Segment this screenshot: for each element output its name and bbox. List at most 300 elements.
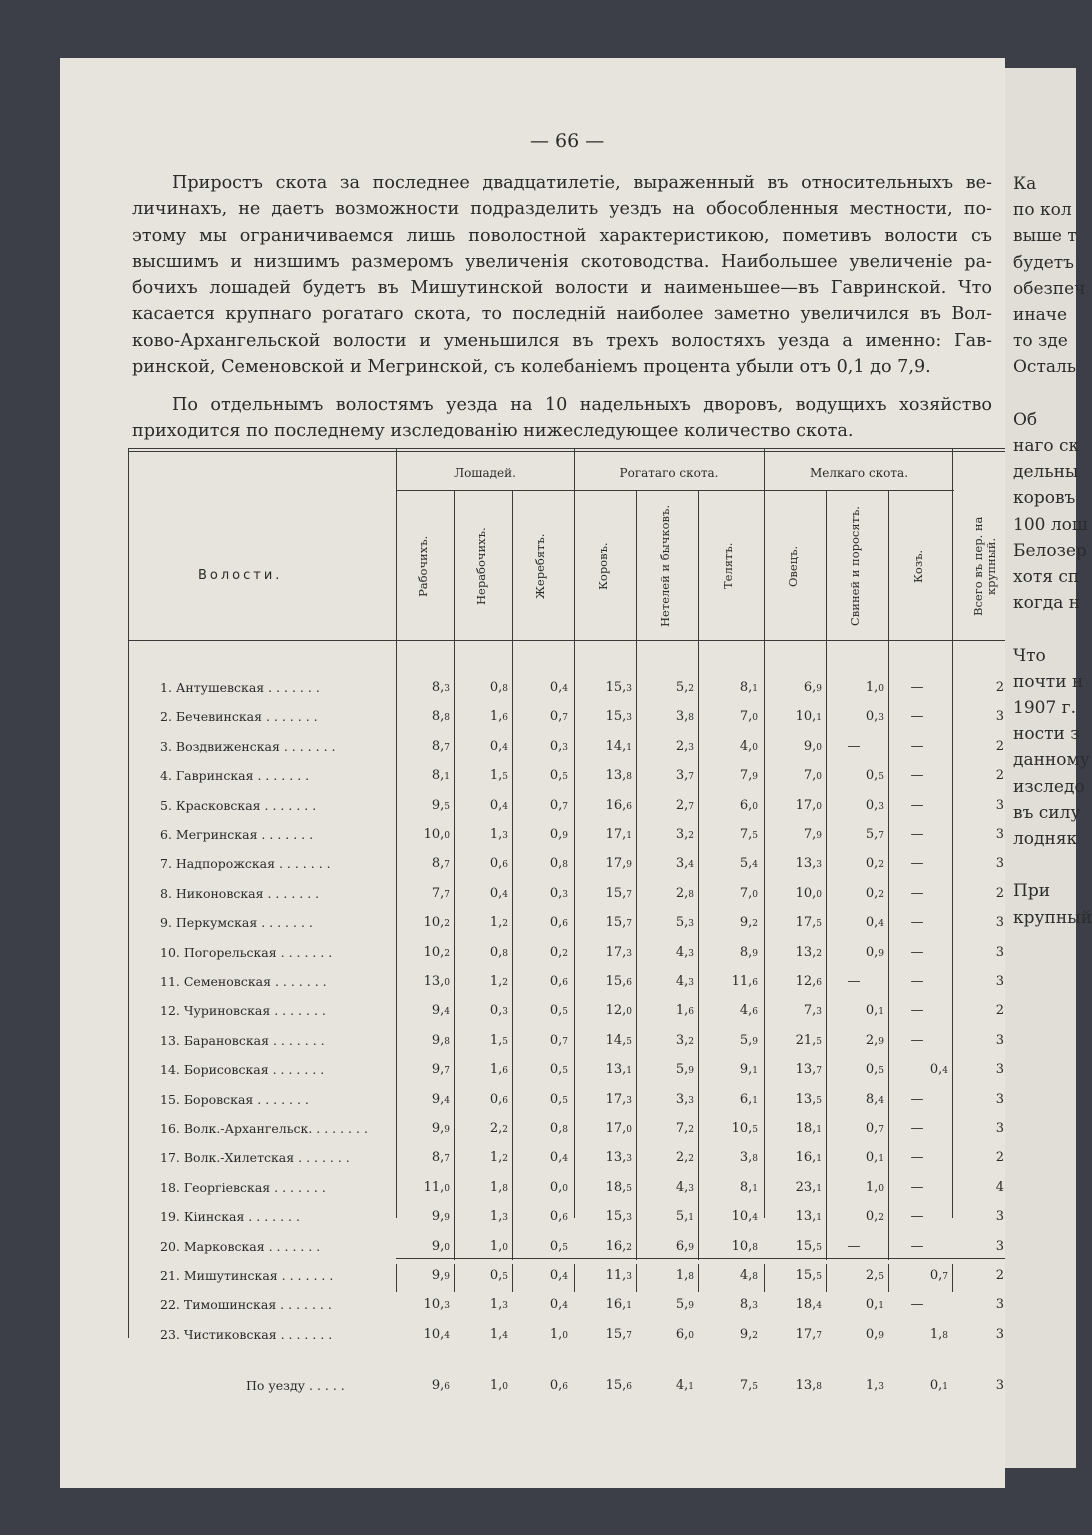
row-value: 6,1: [739, 1091, 758, 1107]
row-value: 0,6: [489, 856, 508, 872]
row-value: 9,9: [431, 1268, 450, 1283]
text-line: приходится по последнему изследованію нижеследующее количество скота.: [132, 421, 854, 442]
row-name: 23. Чистиковская . . . . . . .: [160, 1326, 333, 1342]
row-value: 0,8: [549, 856, 568, 872]
row-name: 5. Красковская . . . . . . .: [160, 797, 317, 813]
row-value: 17,3: [605, 1091, 632, 1107]
text-line: бочихъ лошадей будетъ въ Мишутинской волости и наименьшее—въ Гавринской. Что: [132, 278, 992, 299]
adjacent-text-line: 1907 г.: [1013, 698, 1076, 718]
row-value: 12,6: [795, 974, 822, 989]
row-value: 8,7: [431, 738, 450, 754]
row-value: —: [910, 1121, 924, 1136]
row-value: 14,1: [605, 738, 632, 754]
book-page: [60, 58, 1005, 1488]
row-value: 3: [995, 944, 1004, 960]
row-value: 13,3: [795, 856, 822, 872]
row-value: 2: [995, 738, 1004, 754]
adjacent-text-line: обезпеч: [1013, 278, 1086, 299]
column-header-4: Коровъ.: [596, 542, 610, 590]
row-value: 2: [995, 885, 1004, 901]
row-name: 14. Борисовская . . . . . . .: [160, 1062, 325, 1078]
total-row-value: 0,6: [549, 1378, 568, 1394]
row-value: 1,0: [865, 1179, 884, 1195]
row-value: 7,0: [739, 709, 758, 725]
row-value: 2,7: [675, 797, 694, 813]
table-top-rule: [128, 448, 1008, 449]
row-value: 1,0: [549, 1326, 568, 1342]
row-value: 1,8: [929, 1326, 948, 1342]
row-name: 22. Тимошинская . . . . . . .: [160, 1297, 332, 1313]
row-value: 5,3: [675, 915, 694, 931]
row-value: 3: [995, 709, 1004, 725]
row-value: 8,3: [739, 1297, 758, 1313]
row-value: 9,8: [431, 1032, 450, 1048]
row-value: —: [910, 885, 924, 901]
adjacent-text-line: почти н: [1013, 671, 1084, 692]
row-value: 7,2: [675, 1121, 694, 1136]
row-value: 23,1: [795, 1179, 822, 1195]
row-value: 3: [995, 1238, 1004, 1254]
row-value: 3,8: [739, 1150, 758, 1166]
row-value: 6,0: [739, 797, 758, 813]
row-value: 11,0: [423, 1179, 450, 1195]
column-divider-total: [454, 1264, 455, 1292]
row-value: 15,7: [605, 1326, 632, 1342]
column-divider: [574, 448, 575, 1218]
row-value: 9,0: [803, 738, 822, 754]
paragraph-1: [132, 170, 992, 380]
row-value: 0,1: [865, 1150, 884, 1166]
row-value: 0,7: [929, 1268, 948, 1283]
row-value: 13,3: [605, 1150, 632, 1166]
text-line: высшимъ и низшимъ размеромъ увеличенія скотоводства. Наибольшее увеличеніе ра-: [132, 251, 992, 272]
column-header-5: Нетелей и бычковъ.: [658, 505, 672, 627]
adjacent-text-line: Белозер: [1013, 540, 1087, 561]
row-value: 0,7: [549, 709, 568, 725]
text-line: По отдельнымъ волостямъ уезда на 10 надельныхъ дворовъ, водущихъ хозяйство: [172, 395, 992, 415]
row-value: 9,4: [431, 1003, 450, 1019]
row-value: 0,9: [549, 827, 568, 842]
row-value: 8,3: [431, 680, 450, 695]
row-value: 14,5: [605, 1032, 632, 1048]
column-divider: [512, 490, 513, 1260]
adjacent-text-line: наго ск: [1013, 436, 1080, 456]
row-name: 11. Семеновская . . . . . . .: [160, 974, 327, 989]
column-divider-total: [636, 1264, 637, 1292]
row-name: 2. Бечевинская . . . . . . .: [160, 709, 318, 725]
row-value: 10,2: [423, 944, 450, 960]
row-name: 18. Георгіевская . . . . . . .: [160, 1179, 326, 1195]
row-value: —: [910, 974, 924, 989]
row-value: 2: [995, 1150, 1004, 1166]
row-value: 2,8: [675, 885, 694, 901]
row-value: 9,2: [739, 1326, 758, 1342]
row-value: 3,2: [675, 1032, 694, 1048]
row-value: 5,4: [739, 856, 758, 872]
row-value: 0,2: [549, 944, 568, 960]
row-value: 0,9: [865, 1326, 884, 1342]
group-small: Мелкаго скота.: [809, 466, 909, 480]
row-value: 0,2: [865, 856, 884, 872]
row-value: 1,5: [489, 768, 508, 784]
column-divider: [888, 490, 889, 1260]
row-value: —: [847, 974, 861, 989]
column-divider: [698, 490, 699, 1260]
row-value: 13,8: [605, 768, 632, 784]
total-row-value: 15,6: [605, 1378, 632, 1394]
total-row-value: 3: [995, 1378, 1004, 1394]
row-value: 15,7: [605, 885, 632, 901]
row-value: 7,0: [739, 885, 758, 901]
row-value: 3: [995, 797, 1004, 813]
column-header-2: Нерабочихъ.: [474, 527, 488, 605]
row-value: —: [910, 680, 924, 695]
row-value: 0,6: [489, 1091, 508, 1107]
total-row-value: 9,6: [431, 1378, 450, 1394]
row-value: —: [910, 856, 924, 872]
column-divider-total: [764, 1264, 765, 1292]
row-value: 15,3: [605, 1209, 632, 1225]
row-name: 16. Волк.-Архангельск. . . . . . . .: [160, 1121, 368, 1136]
row-value: 8,1: [739, 680, 758, 695]
row-value: 4,6: [739, 1003, 758, 1019]
adjacent-text-line: Ка: [1013, 174, 1037, 194]
row-value: 9,1: [739, 1062, 758, 1078]
adjacent-text-line: въ силу: [1013, 802, 1081, 823]
row-value: 3: [995, 1032, 1004, 1048]
volosti-header: Волости.: [198, 568, 283, 583]
table-top-rule-2: [128, 451, 1008, 452]
row-value: 5,9: [739, 1032, 758, 1048]
total-row-value: 13,8: [795, 1378, 822, 1394]
row-value: 4,8: [739, 1268, 758, 1283]
text-line: ково-Архангельской волости и уменьшился въ трехъ волостяхъ уезда а именно: Гав-: [132, 330, 992, 351]
header-bottom-rule: [128, 640, 1008, 641]
row-value: 10,1: [795, 709, 822, 725]
row-name: 10. Погорельская . . . . . . .: [160, 944, 333, 960]
adjacent-text-line: Что: [1013, 645, 1046, 666]
column-divider: [952, 448, 953, 1218]
row-value: 3,8: [675, 709, 694, 725]
adjacent-text-line: выше т: [1013, 226, 1077, 247]
row-name: 13. Барановская . . . . . . .: [160, 1032, 325, 1048]
row-value: 7,9: [803, 827, 822, 842]
row-value: 0,5: [489, 1268, 508, 1283]
adjacent-text-line: дельны: [1013, 462, 1079, 483]
adjacent-text-line: данному: [1013, 750, 1090, 771]
row-value: 10,0: [795, 885, 822, 901]
row-value: 0,5: [549, 768, 568, 784]
row-value: 0,4: [549, 1268, 568, 1283]
adjacent-text-line: Осталь: [1013, 357, 1077, 378]
adjacent-page: [1005, 68, 1092, 1468]
row-value: 2,5: [865, 1268, 884, 1283]
row-value: 0,8: [549, 1121, 568, 1136]
row-value: —: [910, 1209, 924, 1225]
row-value: 8,7: [431, 856, 450, 872]
row-value: 3,2: [675, 827, 694, 842]
row-value: 9,7: [431, 1062, 450, 1078]
column-divider-total: [952, 1264, 953, 1292]
row-value: 9,4: [431, 1091, 450, 1107]
row-value: 15,5: [795, 1268, 822, 1283]
row-value: 8,1: [431, 768, 450, 784]
row-value: 7,7: [431, 885, 450, 901]
row-value: 7,3: [803, 1003, 822, 1019]
row-value: 0,5: [549, 1062, 568, 1078]
row-value: 17,9: [605, 856, 632, 872]
adjacent-text-line: крупный: [1013, 907, 1092, 928]
row-value: 17,0: [605, 1121, 632, 1136]
row-value: 2,3: [675, 738, 694, 754]
text-line: ринской, Семеновской и Мегринской, съ колебаніемъ процента убыли отъ 0,1 до 7,9.: [132, 357, 931, 378]
row-value: 10,4: [731, 1209, 758, 1225]
row-value: —: [910, 1150, 924, 1166]
row-value: 1,6: [489, 1062, 508, 1078]
column-header-9: Козъ.: [911, 549, 925, 583]
row-value: 1,6: [675, 1003, 694, 1019]
row-value: —: [910, 915, 924, 931]
table-left-border: [128, 448, 129, 1338]
row-value: —: [910, 768, 924, 784]
row-value: 1,2: [489, 974, 508, 989]
row-value: 16,6: [605, 797, 632, 813]
row-value: 1,6: [489, 709, 508, 725]
row-value: 16,1: [605, 1297, 632, 1313]
total-row-value: 4,1: [675, 1378, 694, 1394]
row-value: —: [910, 1238, 924, 1254]
column-divider: [826, 490, 827, 1260]
row-value: 2: [995, 1003, 1004, 1019]
text-line: этому мы ограничиваемся лишь поволостной характеристикою, пометивъ волости съ: [132, 225, 992, 246]
row-value: 1,3: [489, 1209, 508, 1225]
row-value: 0,9: [865, 944, 884, 960]
row-value: 10,8: [731, 1238, 758, 1254]
row-value: —: [910, 709, 924, 725]
row-value: 9,5: [431, 797, 450, 813]
column-divider-total: [512, 1264, 513, 1292]
column-divider: [636, 490, 637, 1260]
text-line: Приростъ скота за последнее двадцатилетіе, выраженный въ относительныхъ ве-: [172, 173, 992, 193]
row-value: 0,4: [489, 738, 508, 754]
row-value: 7,9: [739, 768, 758, 784]
column-header-1: Рабочихъ.: [416, 535, 430, 597]
row-value: 15,5: [795, 1238, 822, 1254]
livestock-table: [128, 448, 1008, 1394]
row-value: 1,8: [489, 1179, 508, 1195]
row-value: —: [910, 1032, 924, 1048]
adjacent-text-line: будетъ: [1013, 252, 1074, 273]
adjacent-text-line: то зде: [1013, 331, 1068, 352]
row-value: 13,1: [605, 1062, 632, 1078]
row-value: 3,4: [675, 856, 694, 872]
row-value: 8,7: [431, 1150, 450, 1166]
row-value: —: [910, 797, 924, 813]
row-value: 0,5: [865, 1062, 884, 1078]
row-value: 0,6: [549, 915, 568, 931]
row-value: —: [910, 1091, 924, 1107]
column-header-10: Всего въ пер. на крупный.: [971, 516, 998, 616]
row-value: 10,4: [423, 1326, 450, 1342]
group-rule: [396, 490, 954, 491]
row-value: 11,3: [605, 1268, 632, 1283]
adjacent-text-line: когда н: [1013, 593, 1081, 614]
row-value: 15,7: [605, 915, 632, 931]
total-row-value: 7,5: [739, 1378, 758, 1394]
adjacent-text-line: иначе: [1013, 305, 1068, 325]
total-row-name: По уезду . . . . .: [246, 1378, 345, 1394]
row-value: 18,4: [795, 1297, 822, 1313]
row-value: 0,1: [865, 1003, 884, 1019]
row-value: 13,5: [795, 1091, 822, 1107]
row-value: 0,7: [549, 797, 568, 813]
row-value: 4: [995, 1179, 1004, 1195]
row-value: 5,7: [865, 827, 884, 842]
row-value: —: [910, 1179, 924, 1195]
row-value: 10,2: [423, 915, 450, 931]
row-value: —: [910, 1297, 924, 1313]
column-divider-total: [396, 1264, 397, 1292]
row-value: 0,5: [549, 1091, 568, 1107]
row-value: —: [910, 1003, 924, 1019]
row-name: 6. Мегринская . . . . . . .: [160, 827, 314, 842]
row-name: 7. Надпорожская . . . . . . .: [160, 856, 331, 872]
row-value: 16,2: [605, 1238, 632, 1254]
row-value: 6,9: [803, 680, 822, 695]
row-value: 9,9: [431, 1209, 450, 1225]
row-value: 0,6: [549, 1209, 568, 1225]
row-value: —: [910, 738, 924, 754]
row-value: 5,1: [675, 1209, 694, 1225]
column-header-6: Телятъ.: [721, 542, 735, 590]
row-value: —: [910, 827, 924, 842]
row-name: 1. Антушевская . . . . . . .: [160, 680, 320, 695]
total-rule: [396, 1258, 1008, 1259]
row-value: 1,8: [675, 1268, 694, 1283]
row-value: 3: [995, 827, 1004, 842]
row-value: 2: [995, 768, 1004, 784]
column-divider: [764, 448, 765, 1218]
row-value: 0,3: [549, 885, 568, 901]
adjacent-text-line: 100 лош: [1013, 514, 1088, 535]
row-value: 0,4: [549, 1297, 568, 1313]
row-value: 0,2: [865, 885, 884, 901]
total-row-value: 0,1: [929, 1378, 948, 1394]
row-value: 0,0: [549, 1179, 568, 1195]
row-value: 3,7: [675, 768, 694, 784]
row-value: 0,3: [549, 738, 568, 754]
row-value: 10,3: [423, 1297, 450, 1313]
row-value: 17,0: [795, 797, 822, 813]
row-value: 3: [995, 1209, 1004, 1225]
text-line: личинахъ, не даетъ возможности подразделить уездъ на обособленныя местности, по-: [132, 199, 992, 220]
row-value: 10,5: [731, 1121, 758, 1136]
row-value: 0,3: [865, 797, 884, 813]
row-value: 0,3: [865, 709, 884, 725]
row-name: 21. Мишутинская . . . . . . .: [160, 1268, 334, 1283]
row-value: 5,9: [675, 1062, 694, 1078]
row-value: 13,0: [423, 974, 450, 989]
paragraph-2: [132, 392, 992, 445]
row-value: 8,1: [739, 1179, 758, 1195]
row-value: 1,3: [489, 827, 508, 842]
row-value: 0,4: [489, 885, 508, 901]
row-value: 8,9: [739, 944, 758, 960]
row-value: 1,0: [865, 680, 884, 695]
row-value: 1,0: [489, 1238, 508, 1254]
row-name: 15. Боровская . . . . . . .: [160, 1091, 309, 1107]
row-value: 0,7: [549, 1032, 568, 1048]
row-value: 0,7: [865, 1121, 884, 1136]
row-value: 9,0: [431, 1238, 450, 1254]
row-value: 0,4: [549, 1150, 568, 1166]
row-value: 17,1: [605, 827, 632, 842]
row-value: 7,5: [739, 827, 758, 842]
row-value: 0,5: [549, 1238, 568, 1254]
row-value: 3: [995, 1121, 1004, 1136]
group-cattle: Рогатаго скота.: [619, 466, 719, 480]
adjacent-text-line: Об: [1013, 409, 1038, 430]
row-name: 9. Перкумская . . . . . . .: [160, 915, 313, 931]
row-value: 0,3: [489, 1003, 508, 1019]
row-value: 0,5: [549, 1003, 568, 1019]
column-divider: [454, 490, 455, 1260]
column-divider-total: [698, 1264, 699, 1292]
row-value: 13,2: [795, 944, 822, 960]
row-value: 6,9: [675, 1238, 694, 1254]
row-name: 19. Кіинская . . . . . . .: [160, 1209, 300, 1225]
row-value: 10,0: [423, 827, 450, 842]
row-value: 0,8: [489, 944, 508, 960]
row-value: 11,6: [731, 974, 758, 989]
row-value: 2,2: [675, 1150, 694, 1166]
row-value: 5,9: [675, 1297, 694, 1313]
row-value: 0,1: [865, 1297, 884, 1313]
column-divider-total: [826, 1264, 827, 1292]
row-value: 15,3: [605, 680, 632, 695]
column-header-8: Свиней и поросятъ.: [848, 506, 862, 626]
row-value: 5,2: [675, 680, 694, 695]
row-value: 0,4: [929, 1062, 948, 1078]
row-value: 3: [995, 1062, 1004, 1078]
row-value: 13,1: [795, 1209, 822, 1225]
row-value: 0,5: [865, 768, 884, 784]
row-value: 16,1: [795, 1150, 822, 1166]
row-value: 13,7: [795, 1062, 822, 1078]
row-value: 1,3: [489, 1297, 508, 1313]
row-name: 20. Марковская . . . . . . .: [160, 1238, 321, 1254]
row-value: 9,2: [739, 915, 758, 931]
row-value: 1,2: [489, 915, 508, 931]
row-value: 4,3: [675, 974, 694, 989]
row-value: 15,6: [605, 974, 632, 989]
column-divider-total: [574, 1264, 575, 1292]
row-value: 8,8: [431, 709, 450, 725]
adjacent-text-line: хотя сп: [1013, 567, 1080, 587]
row-value: 2: [995, 680, 1004, 695]
row-value: 3: [995, 856, 1004, 872]
row-value: —: [847, 738, 861, 754]
column-divider: [396, 448, 397, 1218]
row-name: 8. Никоновская . . . . . . .: [160, 885, 320, 901]
row-value: 0,2: [865, 1209, 884, 1225]
row-value: 3: [995, 1091, 1004, 1107]
row-value: 3: [995, 915, 1004, 931]
row-value: 4,3: [675, 944, 694, 960]
column-divider-total: [888, 1264, 889, 1292]
row-value: 12,0: [605, 1003, 632, 1019]
page-number: — 66 —: [530, 130, 605, 152]
